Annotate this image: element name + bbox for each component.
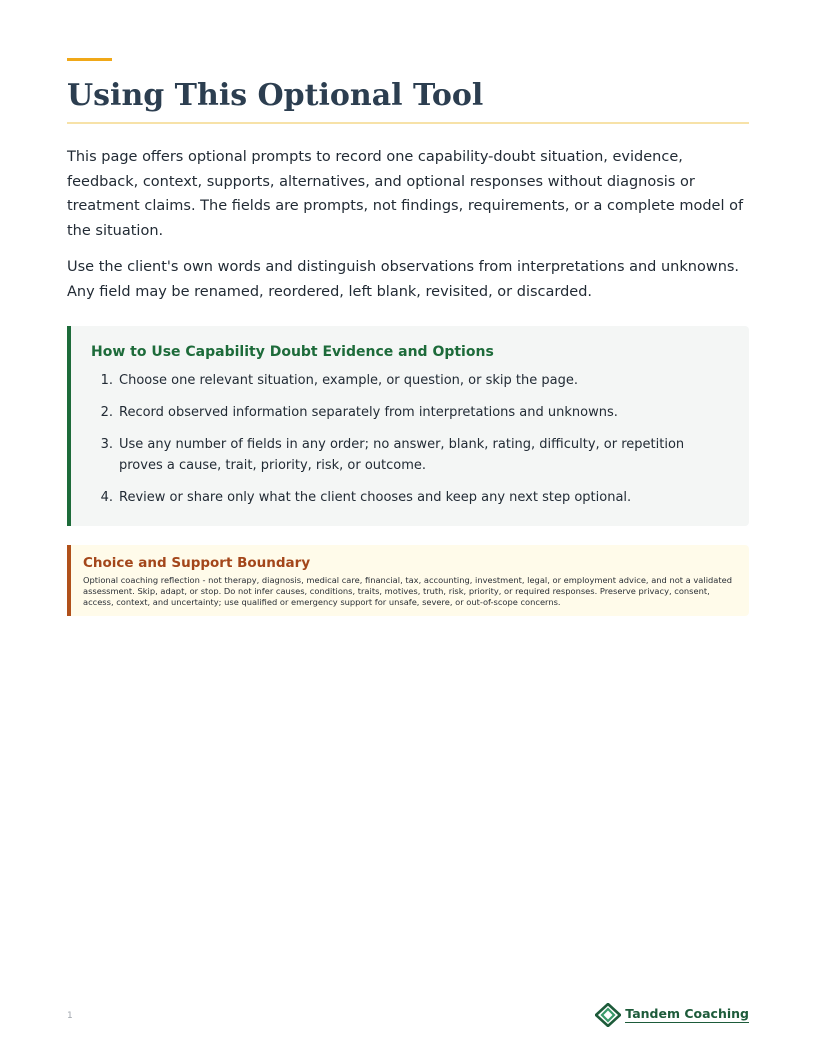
boundary-text: Optional coaching reflection - not therapy, diagnosis, medical care, financial, tax, accounting, investment, legal, or employment advice, and not a validated assessment. Skip, adapt, or stop. Do not infer causes, conditions, traits, motives, truth, risk, priority, or required responses. Preserve privacy, consent, access, context, and uncertainty; use qualified or emergency support for unsafe, severe, or out-of-scope concerns. [83,575,732,607]
how-to-steps [91,370,729,508]
step-text: Record observed information separately from interpretations and unknowns. [119,405,618,420]
step-number: 4. [100,490,113,505]
step-text: Review or share only what the client chooses and keep any next step optional. [119,490,632,505]
step-number: 3. [100,437,113,452]
page-content [67,58,749,616]
step-text: Choose one relevant situation, example, or question, or skip the page. [119,373,578,388]
step-text: Use any number of fields in any order; no answer, blank, rating, difficulty, or repetition proves a cause, trait, priority, risk, or outcome. [119,437,685,473]
step-number: 2. [100,405,113,420]
page-title: Using This Optional Tool [67,78,749,124]
intro-paragraph-1: This page offers optional prompts to record one capability-doubt situation, evidence, feedback, context, supports, alternatives, and optional responses without diagnosis or treatment claims. The fields are prompts, not findings, requirements, or a complete model of the situation. [67,149,744,239]
intro-paragraph-2: Use the client's own words and distinguish observations from interpretations and unknowns. Any field may be renamed, reordered, left blank, revisited, or discarded. [67,259,740,300]
brand-logo [595,1003,749,1027]
brand-name: Tandem Coaching [625,1006,749,1021]
diamond-logo-icon [595,1003,621,1027]
how-to-callout [67,326,749,526]
how-to-title: How to Use Capability Doubt Evidence and Options [91,344,494,360]
intro-section [67,145,749,304]
step-item [91,487,729,508]
title-accent-bar [67,58,112,61]
boundary-callout [67,545,749,616]
step-item [91,370,729,391]
step-number: 1. [100,373,113,388]
boundary-title: Choice and Support Boundary [83,555,311,571]
step-item [91,402,729,423]
page-number: 1 [67,1011,73,1021]
step-item [91,434,729,476]
